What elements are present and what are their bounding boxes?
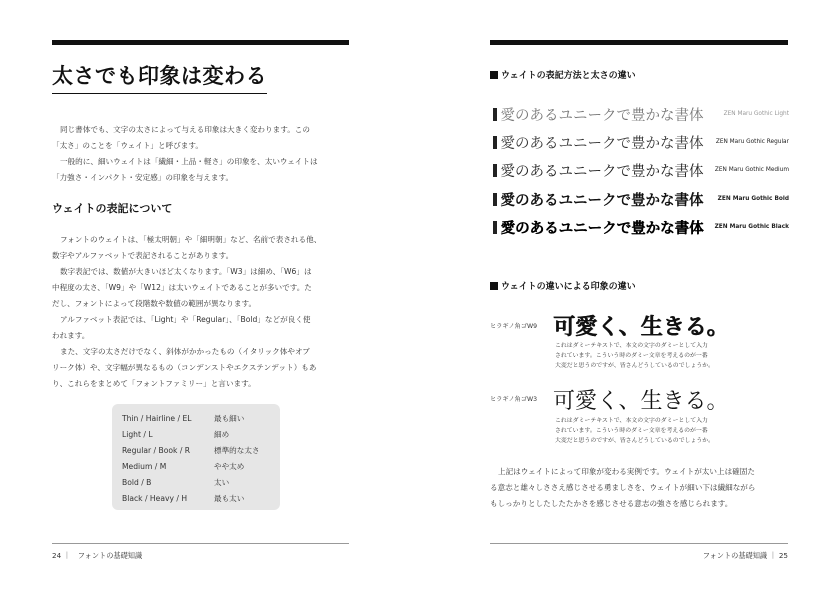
demo-label: ヒラギノ角ゴW9 <box>490 323 538 330</box>
intro-line: 一般的に、細いウェイトは「繊細・上品・軽さ」の印象を、太いウェイトは <box>60 157 318 166</box>
sample-text: 愛のあるユニークで豊かな書体 <box>500 192 704 209</box>
sample-label: ZEN Maru Gothic Regular <box>715 139 789 145</box>
weight-name: Black / Heavy / H <box>122 494 188 503</box>
body-line: 数字表記では、数値が大きいほど太くなります。「W3」は細め、「W6」は <box>60 267 312 276</box>
conclusion-line: もしっかりとしたしたたかさを感じさせる意志の強さを感じられます。 <box>490 499 733 508</box>
square-bullet-icon <box>490 71 498 79</box>
dummy-text <box>555 341 714 371</box>
body-line: 数字やアルファベットで表記されることがあります。 <box>52 251 234 260</box>
body-line: フォントのウェイトは、「極太明朝」や「細明朝」など、名前で表される他、 <box>60 235 322 244</box>
weight-desc: 細め <box>214 430 230 439</box>
intro-line: 「力強さ・インパクト・安定感」の印象を与えます。 <box>52 173 234 182</box>
bar-bullet-icon <box>493 221 497 234</box>
dummy-line: されています。こういう時のダミー文章を考えるのが一番 <box>555 428 708 434</box>
page-title: 太さでも印象は変わる <box>52 60 267 94</box>
sample-text: 愛のあるユニークで豊かな書体 <box>500 163 704 180</box>
intro-text <box>52 122 352 186</box>
weight-row <box>122 491 244 507</box>
dummy-line: されています。こういう時のダミー文章を考えるのが一番 <box>555 353 708 359</box>
body-line: アルファベット表記では、「Light」や「Regular」、「Bold」などが良く使 <box>60 315 311 324</box>
section1-title: ウェイトの表記方法と太さの違い <box>501 71 636 81</box>
intro-line: 「太さ」のことを「ウェイト」と呼びます。 <box>52 141 203 150</box>
weight-row <box>122 427 229 443</box>
weight-name: Thin / Hairline / EL <box>122 414 192 423</box>
weight-name: Medium / M <box>122 462 167 471</box>
weight-desc: 太い <box>214 478 230 487</box>
sample-row <box>493 105 789 123</box>
demo-label: ヒラギノ角ゴW3 <box>490 396 538 403</box>
section1-heading <box>490 68 636 81</box>
body-line: リーク体）や、文字幅が異なるもの（コンデンストやエクステンデット）もあ <box>52 363 317 372</box>
right-footer-rule <box>490 543 788 544</box>
subheading: ウェイトの表記について <box>52 202 173 215</box>
bar-bullet-icon <box>493 193 497 206</box>
weight-row <box>122 475 229 491</box>
conclusion-text <box>490 464 790 512</box>
weight-desc: 標準的な太さ <box>214 446 260 455</box>
weight-name: Light / L <box>122 430 153 439</box>
dummy-text <box>555 416 714 446</box>
sample-label: ZEN Maru Gothic Black <box>714 224 789 230</box>
sample-label: ZEN Maru Gothic Bold <box>717 196 789 202</box>
weight-table <box>112 404 280 510</box>
sample-label: ZEN Maru Gothic Medium <box>714 167 789 173</box>
weight-name: Bold / B <box>122 478 152 487</box>
weight-row <box>122 443 260 459</box>
demo-heading: 可愛く、生きる。 <box>553 315 729 340</box>
weight-desc: やや太め <box>214 462 245 471</box>
sample-row <box>493 161 789 179</box>
weight-desc: 最も細い <box>214 414 245 423</box>
conclusion-line: る意志と雄々しささえ感じさせる勇ましさを、ウェイトが細い下は繊細ながら <box>490 483 756 492</box>
intro-line: 同じ書体でも、文字の太さによって与える印象は大きく変わります。この <box>60 125 310 134</box>
square-bullet-icon <box>490 282 498 290</box>
right-footer: フォントの基礎知識 ｜ 25 <box>702 551 788 560</box>
weight-name: Regular / Book / R <box>122 446 191 455</box>
sample-text: 愛のあるユニークで豊かな書体 <box>500 107 704 124</box>
weight-row <box>122 411 244 427</box>
weight-row <box>122 459 244 475</box>
section2-title: ウェイトの違いによる印象の違い <box>501 282 636 292</box>
demo-heading: 可愛く、生きる。 <box>553 389 729 414</box>
body-line: り、これらをまとめて「フォントファミリー」と言います。 <box>52 379 256 388</box>
dummy-line: 大変だと思うのですが、皆さんどうしているのでしょうか。 <box>555 438 715 444</box>
dummy-line: これはダミーテキストで、本文の文字のダミーとして入力 <box>555 343 708 349</box>
sample-row <box>493 218 789 236</box>
body-line: また、文字の太さだけでなく、斜体がかかったもの（イタリック体やオブ <box>60 347 310 356</box>
conclusion-line: 上記はウェイトによって印象が変わる実例です。ウェイトが太い上は確固た <box>498 467 755 476</box>
left-top-bar <box>52 40 349 45</box>
dummy-line: 大変だと思うのですが、皆さんどうしているのでしょうか。 <box>555 363 715 369</box>
sample-text: 愛のあるユニークで豊かな書体 <box>500 135 704 152</box>
dummy-line: これはダミーテキストで、本文の文字のダミーとして入力 <box>555 418 708 424</box>
bar-bullet-icon <box>493 108 497 121</box>
sample-label: ZEN Maru Gothic Light <box>723 111 789 117</box>
weight-desc: 最も太い <box>214 494 245 503</box>
right-top-bar <box>490 40 788 45</box>
body-line: われます。 <box>52 331 90 340</box>
section2-heading <box>490 279 636 292</box>
sample-row <box>493 133 789 151</box>
section-body <box>52 232 352 392</box>
bar-bullet-icon <box>493 136 497 149</box>
sample-text: 愛のあるユニークで豊かな書体 <box>500 220 704 237</box>
left-footer: 24 ｜ フォントの基礎知識 <box>52 551 143 560</box>
sample-row <box>493 190 789 208</box>
left-footer-rule <box>52 543 349 544</box>
bar-bullet-icon <box>493 164 497 177</box>
body-line: 中程度の太さ、「W9」や「W12」は太いウェイトであることが多いです。た <box>52 283 312 292</box>
body-line: だし、フォントによって段階数や数値の範囲が異なります。 <box>52 299 257 308</box>
